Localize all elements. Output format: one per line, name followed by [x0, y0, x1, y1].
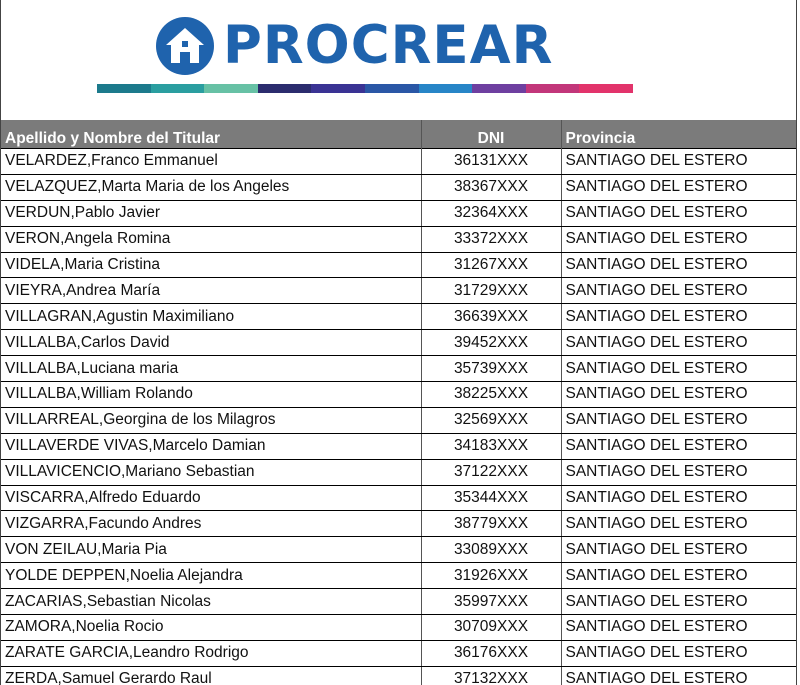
- stripe-segment: [472, 84, 526, 93]
- cell-province: SANTIAGO DEL ESTERO: [561, 563, 796, 589]
- cell-dni: 31926XXX: [421, 563, 561, 589]
- cell-dni: 38225XXX: [421, 382, 561, 408]
- table-row: [1, 407, 796, 433]
- stripe-segment: [204, 84, 258, 93]
- cell-dni: 35997XXX: [421, 589, 561, 615]
- cell-province: SANTIAGO DEL ESTERO: [561, 382, 796, 408]
- cell-name: VISCARRA,Alfredo Eduardo: [1, 485, 421, 511]
- table-row: [1, 149, 796, 175]
- table-row: [1, 511, 796, 537]
- header: [1, 0, 796, 120]
- table-row: [1, 459, 796, 485]
- cell-name: VIZGARRA,Facundo Andres: [1, 511, 421, 537]
- cell-dni: 37122XXX: [421, 459, 561, 485]
- cell-dni: 37132XXX: [421, 666, 561, 685]
- cell-name: VILLARREAL,Georgina de los Milagros: [1, 407, 421, 433]
- stripe-segment: [419, 84, 473, 93]
- cell-dni: 38779XXX: [421, 511, 561, 537]
- table-row: [1, 278, 796, 304]
- table-row: [1, 330, 796, 356]
- brand-color-stripe: [97, 84, 633, 93]
- beneficiaries-table: [1, 120, 796, 685]
- cell-province: SANTIAGO DEL ESTERO: [561, 615, 796, 641]
- cell-province: SANTIAGO DEL ESTERO: [561, 149, 796, 175]
- cell-province: SANTIAGO DEL ESTERO: [561, 459, 796, 485]
- cell-dni: 34183XXX: [421, 433, 561, 459]
- cell-name: VIEYRA,Andrea María: [1, 278, 421, 304]
- cell-dni: 32569XXX: [421, 407, 561, 433]
- cell-name: VERDUN,Pablo Javier: [1, 200, 421, 226]
- cell-province: SANTIAGO DEL ESTERO: [561, 485, 796, 511]
- stripe-segment: [365, 84, 419, 93]
- cell-name: VILLALBA,Luciana maria: [1, 356, 421, 382]
- cell-province: SANTIAGO DEL ESTERO: [561, 304, 796, 330]
- cell-dni: 31267XXX: [421, 252, 561, 278]
- cell-dni: 32364XXX: [421, 200, 561, 226]
- stripe-segment: [151, 84, 205, 93]
- table-row: [1, 640, 796, 666]
- cell-province: SANTIAGO DEL ESTERO: [561, 666, 796, 685]
- cell-province: SANTIAGO DEL ESTERO: [561, 589, 796, 615]
- cell-province: SANTIAGO DEL ESTERO: [561, 511, 796, 537]
- stripe-segment: [258, 84, 312, 93]
- table-row: [1, 433, 796, 459]
- cell-name: VIDELA,Maria Cristina: [1, 252, 421, 278]
- cell-dni: 31729XXX: [421, 278, 561, 304]
- cell-dni: 38367XXX: [421, 174, 561, 200]
- cell-province: SANTIAGO DEL ESTERO: [561, 278, 796, 304]
- table-row: [1, 356, 796, 382]
- cell-name: VELARDEZ,Franco Emmanuel: [1, 149, 421, 175]
- cell-province: SANTIAGO DEL ESTERO: [561, 433, 796, 459]
- cell-name: VILLALBA,Carlos David: [1, 330, 421, 356]
- procrear-logo: [155, 14, 553, 78]
- table-row: [1, 563, 796, 589]
- table-row: [1, 615, 796, 641]
- stripe-segment: [311, 84, 365, 93]
- table-row: [1, 226, 796, 252]
- cell-name: VILLALBA,William Rolando: [1, 382, 421, 408]
- table-row: [1, 589, 796, 615]
- cell-dni: 33372XXX: [421, 226, 561, 252]
- cell-dni: 36639XXX: [421, 304, 561, 330]
- cell-province: SANTIAGO DEL ESTERO: [561, 356, 796, 382]
- table-row: [1, 252, 796, 278]
- table-row: [1, 485, 796, 511]
- table-row: [1, 382, 796, 408]
- cell-name: ZAMORA,Noelia Rocio: [1, 615, 421, 641]
- cell-province: SANTIAGO DEL ESTERO: [561, 640, 796, 666]
- cell-name: VELAZQUEZ,Marta Maria de los Angeles: [1, 174, 421, 200]
- table-row: [1, 304, 796, 330]
- cell-dni: 30709XXX: [421, 615, 561, 641]
- cell-name: YOLDE DEPPEN,Noelia Alejandra: [1, 563, 421, 589]
- cell-province: SANTIAGO DEL ESTERO: [561, 174, 796, 200]
- cell-dni: 35739XXX: [421, 356, 561, 382]
- cell-name: VERON,Angela Romina: [1, 226, 421, 252]
- cell-name: VON ZEILAU,Maria Pia: [1, 537, 421, 563]
- header-dni: DNI: [421, 120, 561, 149]
- cell-province: SANTIAGO DEL ESTERO: [561, 200, 796, 226]
- cell-name: ZACARIAS,Sebastian Nicolas: [1, 589, 421, 615]
- house-in-circle-icon: [155, 16, 215, 76]
- header-province: Provincia: [561, 120, 796, 149]
- cell-dni: 33089XXX: [421, 537, 561, 563]
- cell-province: SANTIAGO DEL ESTERO: [561, 537, 796, 563]
- table-row: [1, 666, 796, 685]
- table-row: [1, 200, 796, 226]
- cell-dni: 35344XXX: [421, 485, 561, 511]
- cell-dni: 39452XXX: [421, 330, 561, 356]
- cell-province: SANTIAGO DEL ESTERO: [561, 407, 796, 433]
- cell-name: VILLAVERDE VIVAS,Marcelo Damian: [1, 433, 421, 459]
- stripe-segment: [97, 84, 151, 93]
- cell-name: ZERDA,Samuel Gerardo Raul: [1, 666, 421, 685]
- table-row: [1, 537, 796, 563]
- cell-name: ZARATE GARCIA,Leandro Rodrigo: [1, 640, 421, 666]
- cell-province: SANTIAGO DEL ESTERO: [561, 252, 796, 278]
- cell-name: VILLAGRAN,Agustin Maximiliano: [1, 304, 421, 330]
- cell-name: VILLAVICENCIO,Mariano Sebastian: [1, 459, 421, 485]
- table-row: [1, 174, 796, 200]
- stripe-segment: [579, 84, 633, 93]
- cell-dni: 36176XXX: [421, 640, 561, 666]
- cell-province: SANTIAGO DEL ESTERO: [561, 330, 796, 356]
- table-header-row: [1, 120, 796, 149]
- header-name: Apellido y Nombre del Titular: [1, 120, 421, 149]
- cell-dni: 36131XXX: [421, 149, 561, 175]
- stripe-segment: [526, 84, 580, 93]
- cell-province: SANTIAGO DEL ESTERO: [561, 226, 796, 252]
- logo-text: PROCREAR: [223, 15, 554, 76]
